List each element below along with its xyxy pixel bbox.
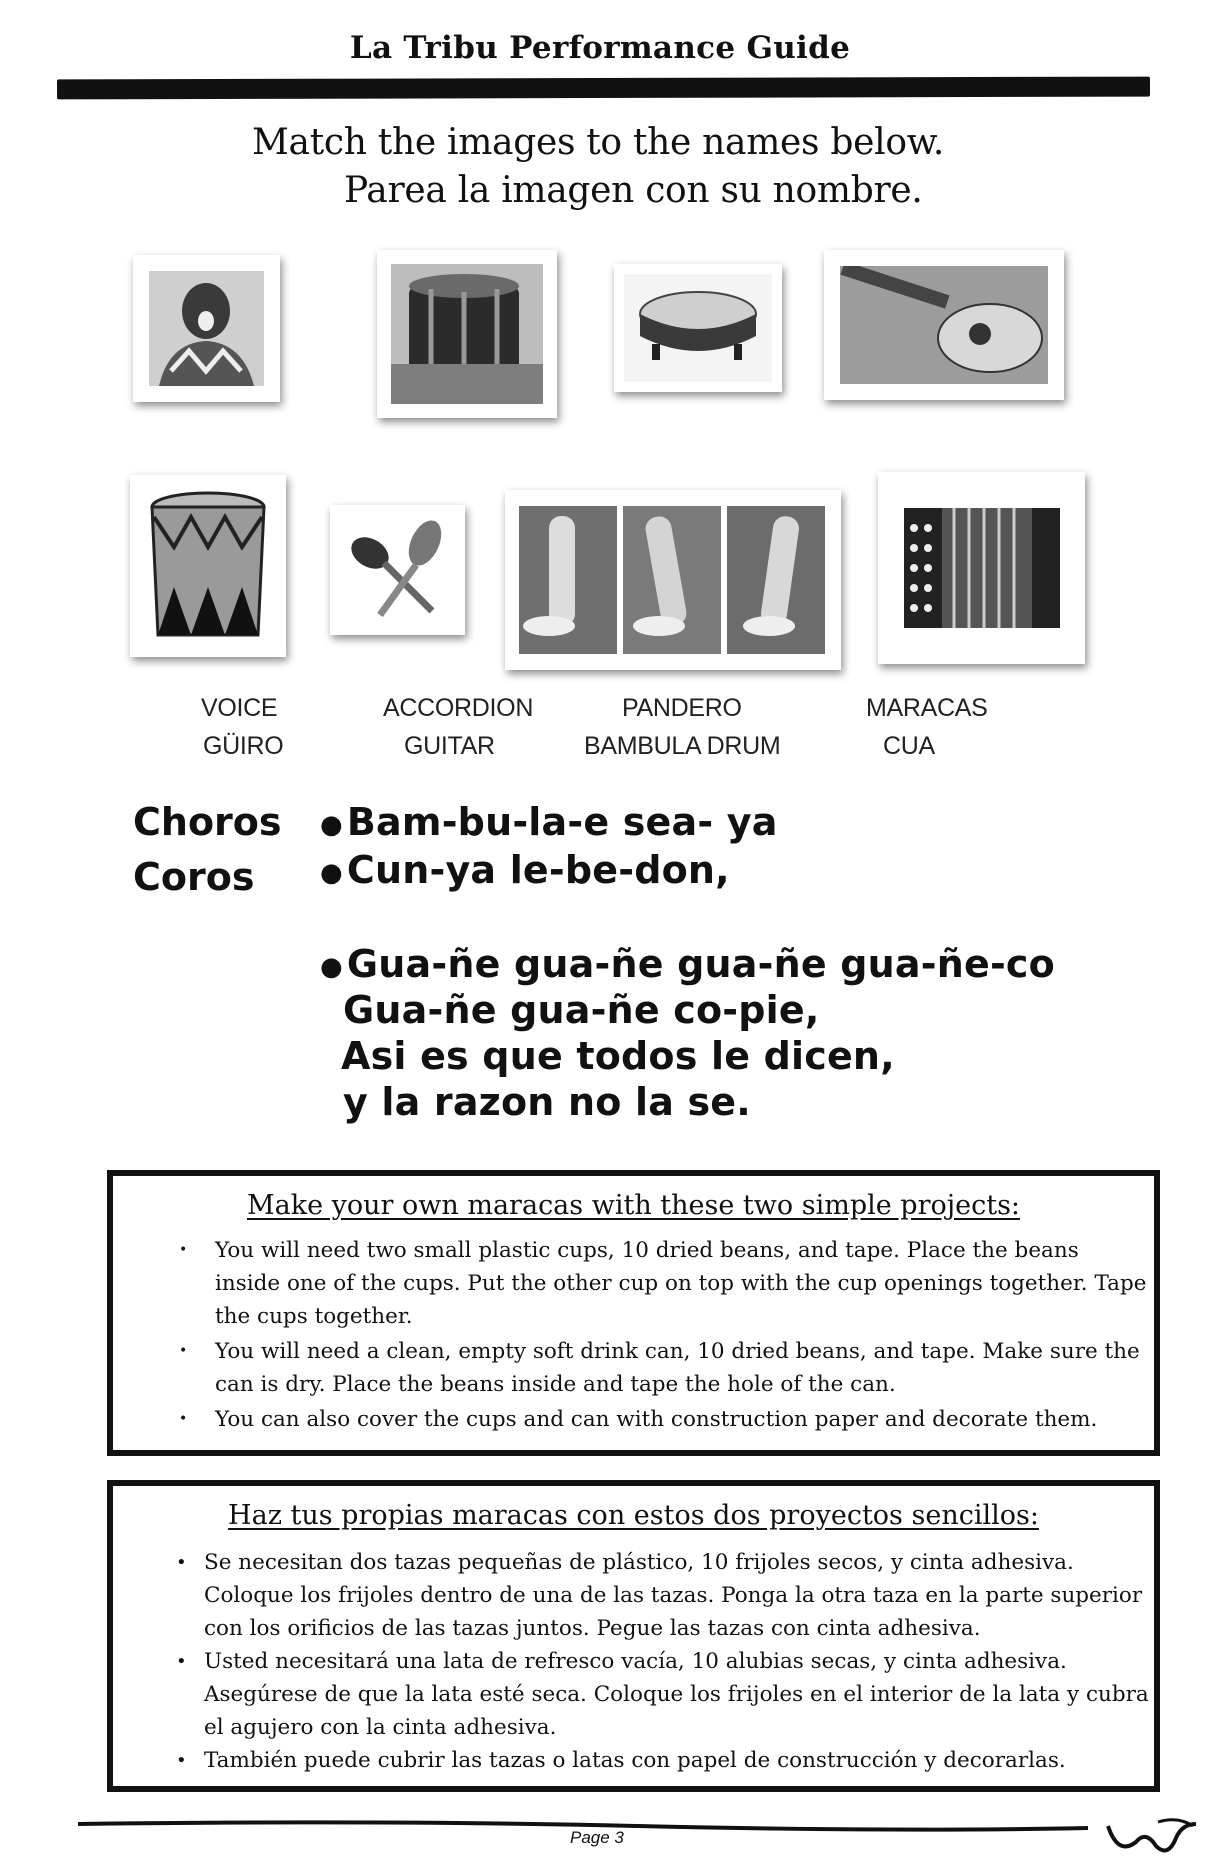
bullet-icon: • — [176, 1552, 187, 1573]
guiro-photo-icon — [519, 506, 825, 654]
projects-list-english — [179, 1234, 1150, 1436]
bullet-icon: • — [179, 1343, 188, 1359]
bullet-icon: • — [179, 1411, 188, 1427]
name-maracas: MARACAS — [866, 694, 988, 722]
footer-scroll-line — [78, 1812, 1198, 1862]
name-voice: VOICE — [201, 694, 278, 722]
list-item: • Usted necesitará una lata de refresco vacía, 10 alubias secas, y cinta adhesiva. Asegúrese de que la lata esté seca. Coloque los frijoles en el interior de la lata y cubra el agujero con la cinta adhesiva. — [204, 1645, 1150, 1744]
bullet-icon: ● — [320, 809, 343, 840]
name-pandero: PANDERO — [622, 694, 742, 722]
projects-list-spanish — [176, 1546, 1150, 1777]
name-bambula-drum: BAMBULA DRUM — [584, 732, 781, 760]
bullet-icon: ● — [320, 951, 343, 982]
projects-box-spanish — [107, 1480, 1160, 1792]
name-accordion: ACCORDION — [383, 694, 534, 722]
guitar-photo — [824, 250, 1064, 400]
instruction-english: Match the images to the names below. — [252, 122, 945, 163]
projects-title-english: Make your own maracas with these two simple projects: — [246, 1190, 1021, 1221]
drum-photo — [377, 250, 557, 418]
pandero-photo-icon — [624, 274, 772, 382]
projects-title-spanish: Haz tus propias maracas con estos dos proyectos sencillos: — [228, 1500, 1039, 1531]
singer-photo-icon — [149, 271, 264, 386]
name-guitar: GUITAR — [404, 732, 495, 760]
chant-label-spanish: Coros — [133, 855, 255, 899]
chant-line: Asi es que todos le dicen, — [341, 1034, 895, 1078]
chant-line: ● Cun-ya le-be-don, — [320, 848, 730, 892]
chant-line: ● Gua-ñe gua-ñe gua-ñe gua-ñe-co — [320, 942, 1055, 986]
bullet-icon: • — [179, 1242, 188, 1258]
bullet-icon: ● — [320, 857, 343, 888]
name-cua: CUA — [883, 732, 935, 760]
list-item: • You will need two small plastic cups, 10 dried beans, and tape. Place the beans inside one of the cups. Put the other cup on top with the cup openings together. Tape the cups together. — [215, 1234, 1150, 1333]
pandero-photo — [614, 264, 782, 392]
chant-label-english: Choros — [133, 800, 282, 844]
accordion-photo — [878, 472, 1085, 664]
guiro-photo — [505, 490, 841, 670]
list-item: • También puede cubrir las tazas o latas con papel de construcción y decorarlas. — [204, 1744, 1150, 1777]
list-item: • Se necesitan dos tazas pequeñas de plástico, 10 frijoles secos, y cinta adhesiva. Coloque los frijoles dentro de una de las tazas. Ponga la otra taza en la parte superior con los orificios de las tazas juntos. Pegue las tazas con cinta adhesiva. — [204, 1546, 1150, 1645]
bambula-drum-photo — [130, 475, 286, 657]
projects-box-english — [107, 1170, 1160, 1456]
header-rule — [57, 77, 1150, 100]
maracas-photo-icon — [340, 515, 455, 625]
bullet-icon: • — [176, 1750, 187, 1771]
list-item: • You will need a clean, empty soft drink can, 10 dried beans, and tape. Make sure the can is dry. Place the beans inside and tape the hole of the can. — [215, 1335, 1150, 1401]
chant-line: Gua-ñe gua-ñe co-pie, — [343, 988, 820, 1032]
bullet-icon: • — [176, 1651, 187, 1672]
drum-photo-icon — [391, 264, 543, 404]
bambula-drum-photo-icon — [144, 487, 272, 645]
accordion-photo-icon — [894, 488, 1069, 648]
maracas-photo — [330, 505, 465, 635]
list-item: • You can also cover the cups and can with construction paper and decorate them. — [215, 1403, 1150, 1436]
guitar-photo-icon — [840, 266, 1048, 384]
chant-line: y la razon no la se. — [343, 1080, 751, 1124]
name-guiro: GÜIRO — [203, 732, 284, 760]
chant-line: ● Bam-bu-la-e sea- ya — [320, 800, 778, 844]
singer-photo — [133, 255, 280, 402]
instruction-spanish: Parea la imagen con su nombre. — [344, 170, 923, 211]
page-title: La Tribu Performance Guide — [349, 30, 851, 66]
page-number: Page 3 — [570, 1828, 624, 1847]
